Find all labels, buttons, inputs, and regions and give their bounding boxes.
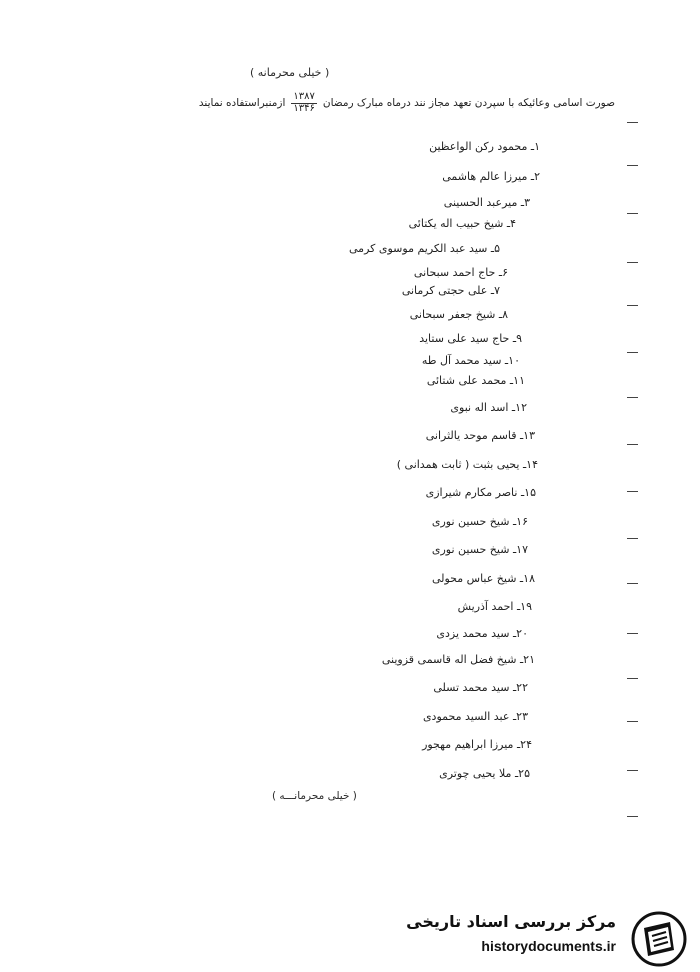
list-item: ۱۷ـ شیخ حسین نوری xyxy=(431,543,528,556)
list-item: ۶ـ حاج احمد سبحانی xyxy=(413,266,508,279)
list-item: ۲۴ـ میرزا ابراهیم مهجور xyxy=(422,738,532,751)
list-item: ۱۲ـ اسد اله نبوی xyxy=(450,401,527,414)
list-item: ۱ـ محمود رکن الواعظین xyxy=(429,140,540,153)
fraction-top: ۱۳۸۷ xyxy=(293,91,315,102)
margin-tick xyxy=(627,721,638,722)
classification-header: ( خیلی محرمانه ) xyxy=(250,66,330,79)
list-item: ۱۰ـ سید محمد آل طه xyxy=(421,354,520,367)
margin-tick xyxy=(627,122,638,123)
list-item: ۳ـ میرعبد الحسینی xyxy=(443,196,530,209)
list-item: ۱۸ـ شیخ عباس محولی xyxy=(431,572,535,585)
margin-tick xyxy=(627,213,638,214)
list-item: ۱۹ـ احمد آذریش xyxy=(457,600,532,613)
margin-tick xyxy=(627,491,638,492)
margin-tick xyxy=(627,305,638,306)
watermark-url: historydocuments.ir xyxy=(481,938,616,954)
archive-logo-icon xyxy=(630,910,688,968)
list-item: ۵ـ سید عبد الکریم موسوی کرمی xyxy=(349,242,500,255)
list-item: ۸ـ شیخ جعفر سبحانی xyxy=(409,308,508,321)
list-item: ۱۵ـ ناصر مکارم شیرازی xyxy=(425,486,536,499)
list-item: ۱۳ـ قاسم موحد یالثرانی xyxy=(425,429,535,442)
margin-tick xyxy=(627,165,638,166)
list-item: ۹ـ حاج سید علی ستاید xyxy=(419,332,522,345)
list-item: ۴ـ شیخ حبیب اله یکتائی xyxy=(408,217,516,230)
archive-watermark xyxy=(406,908,694,970)
watermark-title: مرکز بررسی اسناد تاریخی xyxy=(406,912,616,931)
margin-tick xyxy=(627,633,638,634)
margin-tick xyxy=(627,583,638,584)
list-item: ۲۳ـ عبد السید محمودی xyxy=(422,710,528,723)
list-item: ۱۱ـ محمد علی شتائی xyxy=(426,374,525,387)
margin-tick xyxy=(627,538,638,539)
list-item: ۲ـ میرزا عالم هاشمی xyxy=(442,170,540,183)
list-item: ۷ـ علی حجتی کرمانی xyxy=(401,284,500,297)
margin-tick xyxy=(627,352,638,353)
list-item: ۱۴ـ یحیی بثبت ( ثابت همدانی ) xyxy=(396,458,538,471)
title-suffix: ازمنبراستفاده نمایند xyxy=(198,97,286,109)
list-item: ۲۰ـ سید محمد یزدی xyxy=(436,627,528,640)
margin-tick xyxy=(627,678,638,679)
margin-tick xyxy=(627,770,638,771)
margin-tick xyxy=(627,262,638,263)
margin-tick xyxy=(627,444,638,445)
title-text: صورت اسامی وعائیکه با سپردن تعهد مجاز نند درماه مبارک رمضان xyxy=(322,97,615,109)
margin-tick xyxy=(627,816,638,817)
list-item: ۲۱ـ شیخ فضل اله قاسمی قزوینی xyxy=(381,653,535,666)
list-item: ۲۲ـ سید محمد تسلی xyxy=(433,681,528,694)
fraction-bottom: ۱۳۴۶ xyxy=(293,102,315,114)
margin-tick xyxy=(627,397,638,398)
list-item: ۱۶ـ شیخ حسین نوری xyxy=(431,515,528,528)
classification-footer: ( خیلی محرمانـــه ) xyxy=(272,790,357,802)
list-item: ۲۵ـ ملا یحیی چوتری xyxy=(439,767,530,780)
